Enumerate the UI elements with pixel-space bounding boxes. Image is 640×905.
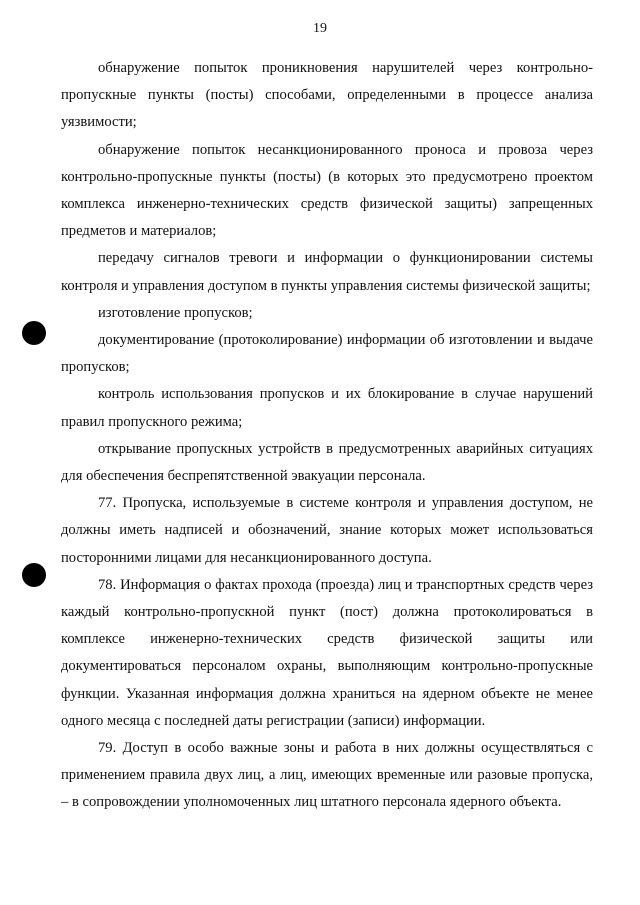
- document-body: [61, 55, 593, 817]
- clause-79: 79. Доступ в особо важные зоны и работа в них должны осуществляться с применением правила двух лиц, а лиц, имеющих временные или разовые пропуска, – в сопровождении уполномоченных лиц штатного персонала ядерного объекта.: [61, 740, 593, 811]
- list-item-emergency-opening: открывание пропускных устройств в предусмотренных аварийных ситуациях для обеспечения беспрепятственной эвакуации персонала.: [61, 440, 593, 485]
- list-item-pass-documentation: документирование (протоколирование) информации об изготовлении и выдаче пропусков;: [61, 332, 593, 376]
- list-item-detect-smuggling: обнаружение попыток несанкционированного проноса и провоза через контрольно-пропускные пункты (посты) (в которых это предусмотрено проектом комплекса инженерно-технических средств физической защиты) запрещенных предметов и материалов;: [61, 141, 593, 240]
- clause-77: 77. Пропуска, используемые в системе контроля и управления доступом, не должны иметь надписей и обозначений, знание которых может использоваться посторонними лицами для несанкционированного доступа.: [61, 495, 593, 566]
- punch-hole-mark: [22, 321, 46, 345]
- list-item-pass-control: контроль использования пропусков и их блокирование в случае нарушений правил пропускного режима;: [61, 386, 593, 430]
- list-item-pass-production: изготовление пропусков;: [98, 304, 253, 321]
- page-number: 19: [313, 21, 327, 36]
- list-item-alarm-transmission: передачу сигналов тревоги и информации о функционировании системы контроля и управления доступом в пункты управления системы физической защиты;: [61, 250, 593, 294]
- clause-78: 78. Информация о фактах прохода (проезда) лиц и транспортных средств через каждый контрольно-пропускной пункт (пост) должна протоколироваться в комплексе инженерно-технических средств физической защиты или документироваться персоналом охраны, выполняющим контрольно-пропускные функции. Указанная информация должна храниться на ядерном объекте не менее одного месяца с последней даты регистрации (записи) информации.: [61, 576, 593, 729]
- list-item-detect-intrusion: обнаружение попыток проникновения нарушителей через контрольно-пропускные пункты (посты) способами, определенными в процессе анализа уязвимости;: [61, 60, 593, 131]
- punch-hole-mark: [22, 563, 46, 587]
